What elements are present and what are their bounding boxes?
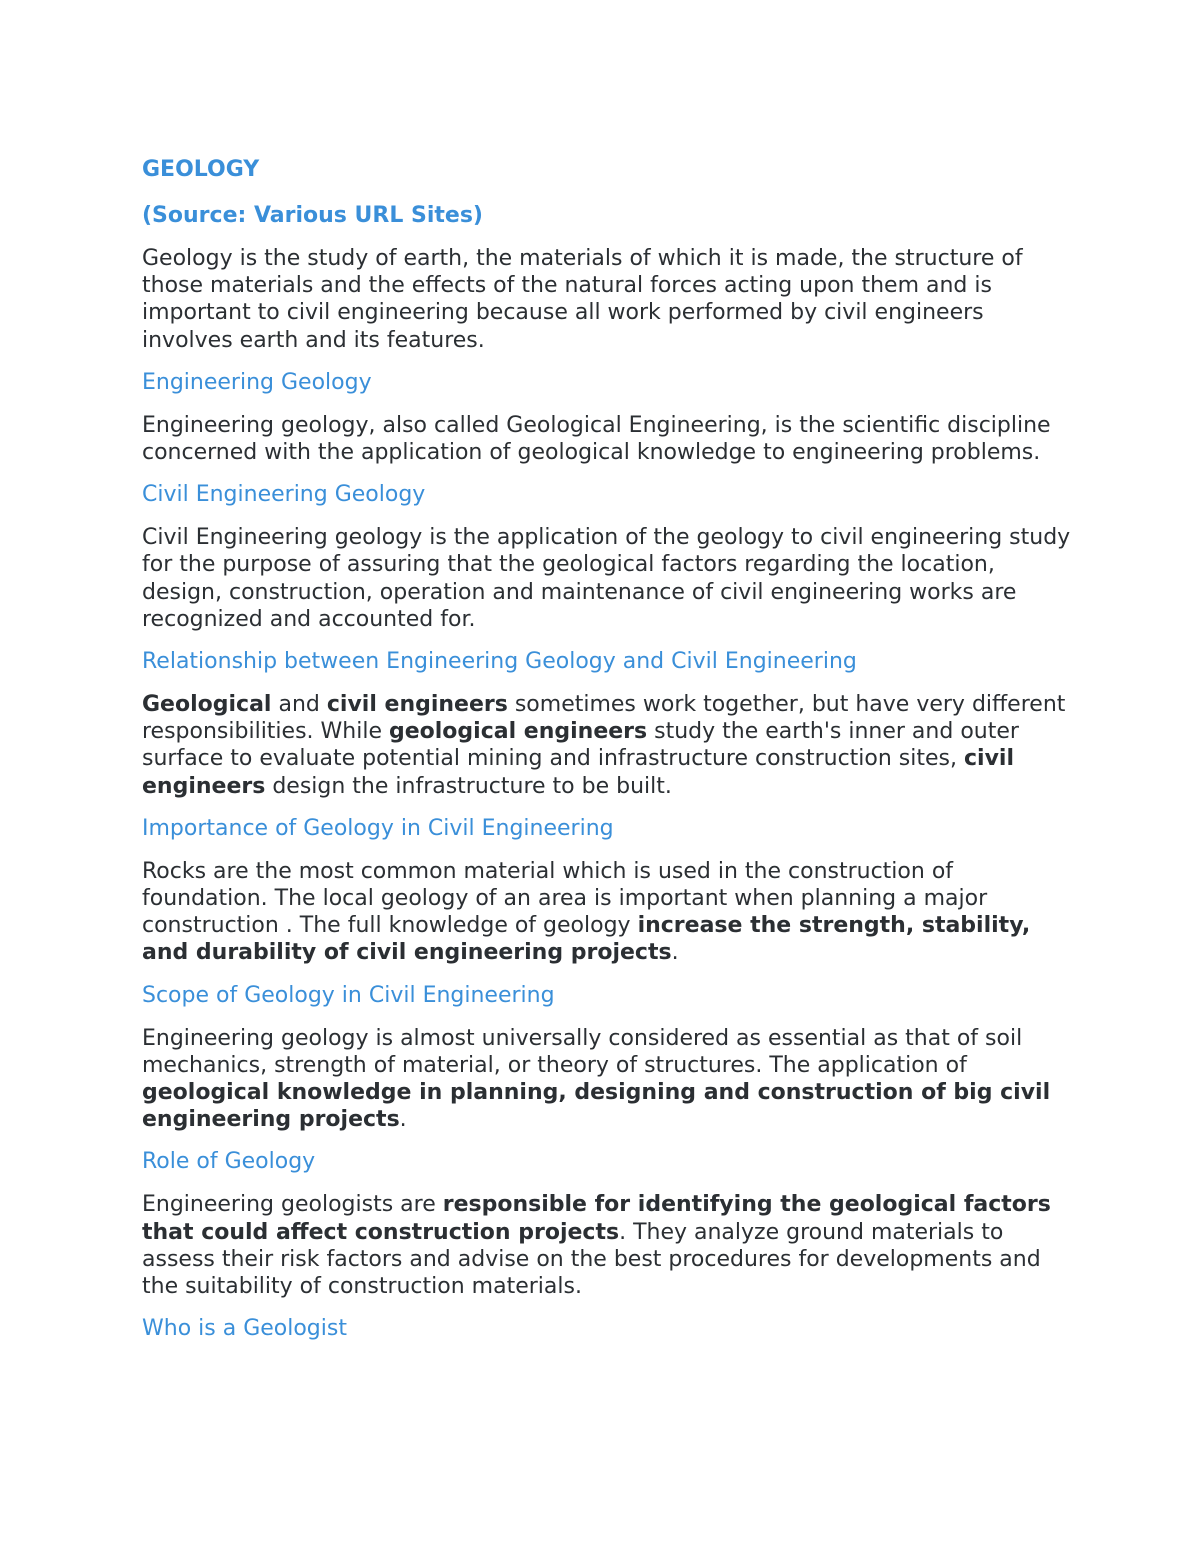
paragraph-role bbox=[142, 1191, 1072, 1300]
heading-role: Role of Geology bbox=[142, 1149, 316, 1175]
text-run: Engineering geologists are bbox=[142, 1192, 443, 1218]
paragraph-relationship bbox=[142, 691, 1072, 800]
source-line: (Source: Various URL Sites) bbox=[142, 203, 483, 228]
text-run: geological knowledge in planning, designing and construction of big civil engineering projects bbox=[142, 1080, 1051, 1133]
text-run: sometimes work together, but have very different responsibilities. While bbox=[142, 692, 1066, 745]
paragraph-scope bbox=[142, 1025, 1072, 1134]
heading-civil-engineering-geology: Civil Engineering Geology bbox=[142, 482, 426, 508]
heading-relationship: Relationship between Engineering Geology and Civil Engineering bbox=[142, 649, 857, 675]
text-run: geological engineers bbox=[388, 719, 648, 745]
paragraph-civil-engineering-geology: Civil Engineering geology is the application of the geology to civil engineering study for the purpose of assuring that the geological factors regarding the location, design, construction, operation and maintenance of civil engineering works are recognized and accounted for. bbox=[142, 525, 1071, 632]
document-title: GEOLOGY bbox=[142, 157, 260, 182]
text-run: . bbox=[399, 1107, 407, 1133]
text-run: Geological bbox=[142, 692, 272, 718]
text-run: civil engineers bbox=[142, 746, 1015, 799]
heading-importance: Importance of Geology in Civil Engineering bbox=[142, 815, 614, 841]
heading-scope: Scope of Geology in Civil Engineering bbox=[142, 982, 555, 1008]
text-run: responsible for identifying the geological factors that could affect construction projects bbox=[142, 1192, 1051, 1245]
paragraph-engineering-geology: Engineering geology, also called Geological Engineering, is the scientific discipline concerned with the application of geological knowledge to engineering problems. bbox=[142, 412, 1051, 466]
text-run: . bbox=[671, 940, 679, 966]
text-run: increase the strength, stability, and durability of civil engineering projects bbox=[142, 913, 1031, 966]
intro-paragraph: Geology is the study of earth, the materials of which it is made, the structure of those materials and the effects of the natural forces acting upon them and is important to civil engineering because all work performed by civil engineers involves earth and its features. bbox=[142, 246, 1023, 353]
heading-engineering-geology: Engineering Geology bbox=[142, 369, 372, 395]
text-run: Engineering geology is almost universally considered as essential as that of soil mechanics, strength of material, or theory of structures. The application of bbox=[142, 1025, 1023, 1078]
text-run: civil engineers bbox=[326, 692, 508, 718]
text-run: and bbox=[271, 692, 327, 718]
heading-who-is-geologist: Who is a Geologist bbox=[142, 1316, 347, 1342]
text-run: design the infrastructure to be built. bbox=[265, 773, 672, 799]
text-run: . They analyze ground materials to assess their risk factors and advise on the best procedures for developments and the suitability of construction materials. bbox=[142, 1219, 1041, 1300]
paragraph-importance bbox=[142, 858, 1072, 967]
text-run: Rocks are the most common material which is used in the construction of foundation. The local geology of an area is important when planning a major construction . The full knowledge of geology bbox=[142, 858, 988, 939]
document-page bbox=[142, 155, 1072, 1358]
text-run: study the earth's inner and outer surface to evaluate potential mining and infrastructure construction sites, bbox=[142, 719, 1019, 772]
